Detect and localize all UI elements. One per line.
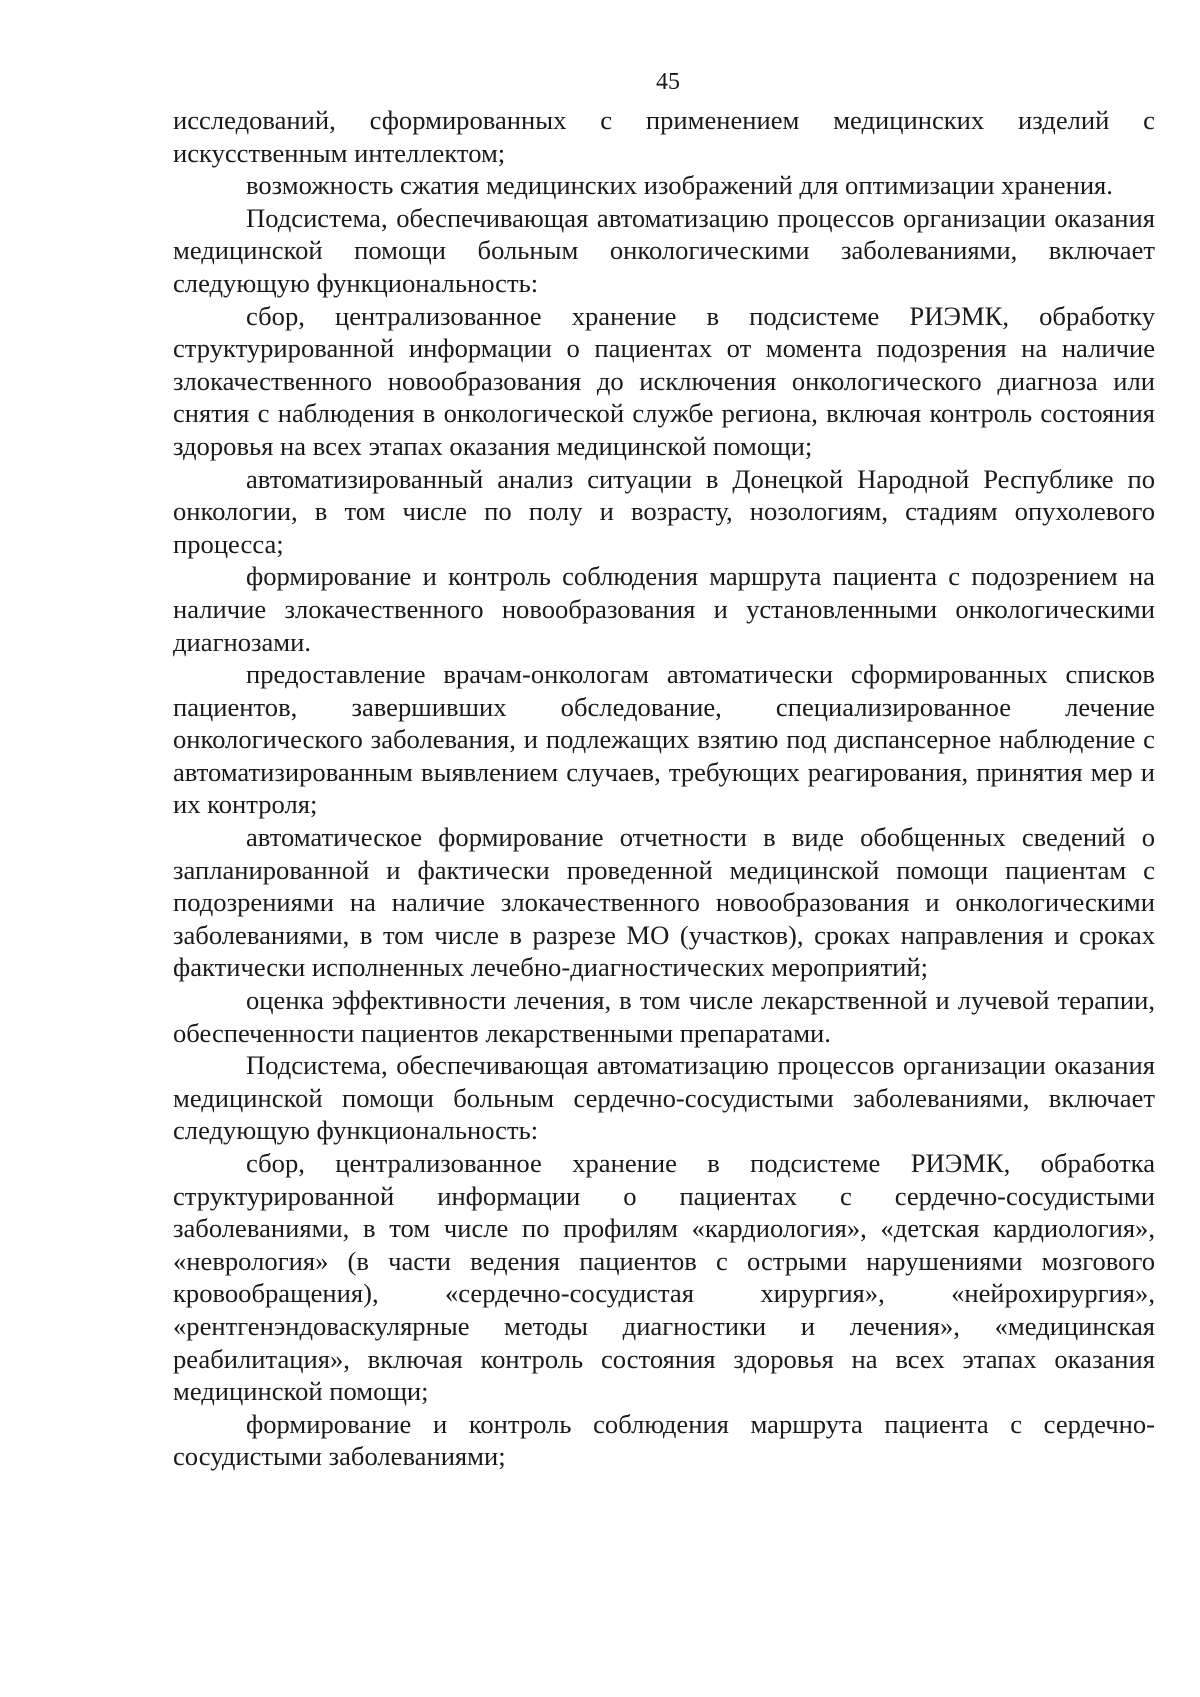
page-number: 45	[656, 69, 680, 95]
paragraph: возможность сжатия медицинских изображений для оптимизации хранения.	[246, 170, 1113, 201]
paragraph: формирование и контроль соблюдения маршрута пациента с сердечно-сосудистыми заболеваниями;	[173, 1408, 1155, 1472]
paragraph: автоматическое формирование отчетности в виде обобщенных сведений о запланированной и фактически проведенной медицинской помощи пациентам с подозрениями на наличие злокачественного новообразования и онкологическими заболеваниями, в том числе в разрезе МО (участков), сроках направления и сроках фактически исполненных лечебно-диагностических мероприятий;	[173, 822, 1155, 983]
document-page	[173, 70, 1155, 1473]
paragraph: формирование и контроль соблюдения маршрута пациента с подозрением на наличие злокачественного новообразования и установленными онкологическими диагнозами.	[173, 561, 1155, 657]
paragraph: автоматизированный анализ ситуации в Донецкой Народной Республике по онкологии, в том числе по полу и возрасту, нозологиям, стадиям опухолевого процесса;	[173, 463, 1155, 559]
paragraph: предоставление врачам-онкологам автоматически сформированных списков пациентов, завершивших обследование, специализированное лечение онкологического заболевания, и подлежащих взятию под диспансерное наблюдение с автоматизированным выявлением случаев, требующих реагирования, принятия мер и их контроля;	[173, 659, 1155, 820]
paragraph: сбор, централизованное хранение в подсистеме РИЭМК, обработку структурированной информации о пациентах от момента подозрения на наличие злокачественного новообразования до исключения онкологического диагноза или снятия с наблюдения в онкологической службе региона, включая контроль состояния здоровья на всех этапах оказания медицинской помощи;	[173, 300, 1155, 461]
paragraph: оценка эффективности лечения, в том числе лекарственной и лучевой терапии, обеспеченности пациентов лекарственными препаратами.	[173, 985, 1155, 1048]
paragraph-continuation: исследований, сформированных с применением медицинских изделий с искусственным интеллектом;	[173, 105, 1155, 168]
paragraph: Подсистема, обеспечивающая автоматизацию процессов организации оказания медицинской помощи больным сердечно-сосудистыми заболеваниями, включает следующую функциональность:	[173, 1050, 1155, 1146]
paragraph: Подсистема, обеспечивающая автоматизацию процессов организации оказания медицинской помощи больным онкологическими заболеваниями, включает следующую функциональность:	[173, 202, 1155, 298]
paragraph: сбор, централизованное хранение в подсистеме РИЭМК, обработка структурированной информации о пациентах с сердечно-сосудистыми заболеваниями, в том числе по профилям «кардиология», «детская кардиология», «неврология» (в части ведения пациентов с острыми нарушениями мозгового кровообращения), «сердечно-сосудистая хирургия», «нейрохирургия», «рентгенэндоваскулярные методы диагностики и лечения», «медицинская реабилитация», включая контроль состояния здоровья на всех этапах оказания медицинской помощи;	[173, 1148, 1155, 1407]
